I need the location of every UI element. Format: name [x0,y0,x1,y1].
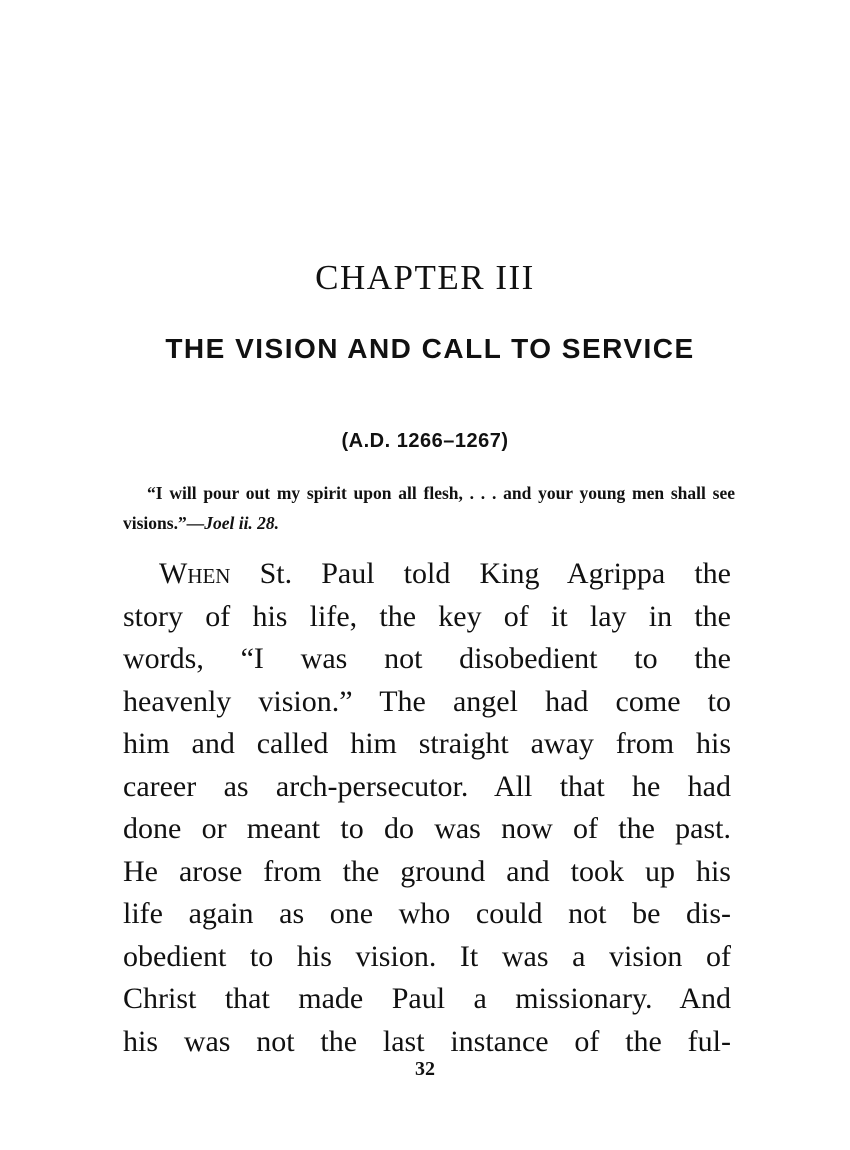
body-line: obedient to his vision. It was a vision of [123,939,731,973]
chapter-title: THE VISION AND CALL TO SERVICE [165,333,695,364]
chapter-number: CHAPTER III [315,258,535,297]
body-line: When St. Paul told King Agrippa the [159,557,731,590]
epigraph-quote: “I will pour out my spirit upon all flesh, . . . and your young men shall see visions.” [123,483,735,533]
first-word: When [159,557,231,590]
body-line: words, “I was not disobedient to the [123,642,731,675]
body-line: him and called him straight away from his [123,727,731,760]
epigraph-citation: —Joel ii. 28. [186,513,280,533]
body-line: career as arch-persecutor. All that he had [123,769,731,803]
body-line: Christ that made Paul a missionary. And [123,982,731,1015]
body-line: heavenly vision.” The angel had come to [123,684,731,718]
body-text [123,553,731,1063]
body-line: done or meant to do was now of the past. [123,812,731,845]
body-line: story of his life, the key of it lay in the [123,599,731,633]
body-line: He arose from the ground and took up his [123,854,731,888]
chapter-dates: (A.D. 1266–1267) [341,430,509,452]
body-line: life again as one who could not be dis- [123,897,731,930]
epigraph [123,478,735,538]
page-number: 32 [415,1058,435,1080]
body-line: his was not the last instance of the ful- [123,1024,731,1058]
